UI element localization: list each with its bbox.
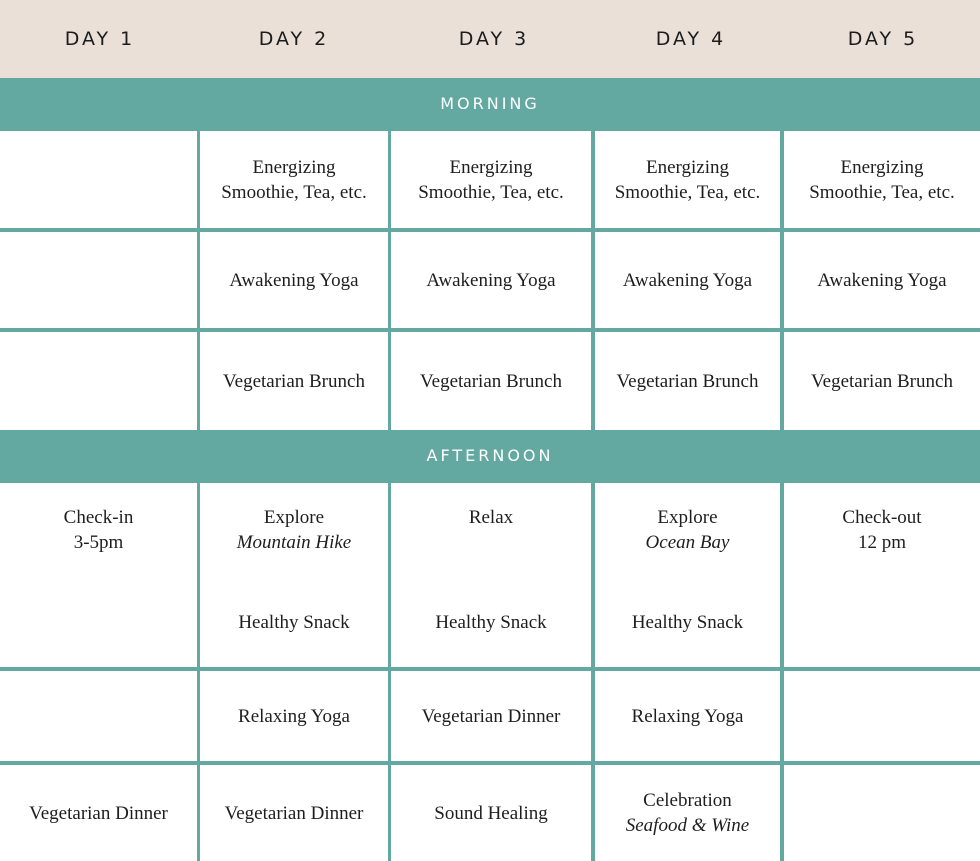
activity-detail: 12 pm [857, 532, 907, 553]
activity-text: Vegetarian Brunch [616, 370, 759, 392]
afternoon-cell-r2-c2 [200, 577, 388, 667]
morning-cell-r3-c4 [595, 332, 780, 430]
activity-text: Energizing Smoothie, Tea, etc. [614, 156, 761, 203]
activity-text: Energizing Smoothie, Tea, etc. [809, 156, 955, 203]
day-2-label: DAY 2 [258, 28, 330, 50]
afternoon-cell-r4-c2 [200, 765, 388, 861]
morning-cell-r2-c4 [595, 232, 780, 328]
day-5-label: DAY 5 [847, 28, 919, 50]
activity-text: Vegetarian Dinner [224, 802, 364, 824]
day-header-bar [0, 0, 980, 78]
day-1-label: DAY 1 [64, 28, 136, 50]
afternoon-cell-r4-c3 [391, 765, 591, 861]
morning-cell-r1-c5 [784, 131, 980, 228]
activity-text: Relaxing Yoga [238, 705, 350, 727]
activity-text: Vegetarian Brunch [223, 370, 365, 392]
morning-cell-r1-c1 [0, 131, 197, 228]
morning-grid [0, 128, 980, 430]
afternoon-cell-r3-c4 [595, 671, 780, 761]
activity-text: Healthy Snack [631, 611, 744, 633]
day-4-label: DAY 4 [655, 28, 727, 50]
morning-cell-r1-c2 [200, 131, 388, 228]
afternoon-grid [0, 480, 980, 861]
activity-detail: 3-5pm [73, 532, 124, 553]
morning-cell-r3-c1 [0, 332, 197, 430]
activity-text: Explore [657, 507, 718, 528]
morning-cell-r2-c2 [200, 232, 388, 328]
afternoon-cell-r2-c1 [0, 577, 197, 667]
activity-text: Vegetarian Brunch [811, 370, 953, 392]
activity-text: Awakening Yoga [817, 269, 947, 291]
activity-text: Vegetarian Dinner [421, 705, 561, 727]
activity-text: Explore [263, 507, 325, 528]
activity-detail: Ocean Bay [645, 532, 730, 553]
activity-text: Relaxing Yoga [631, 705, 744, 727]
morning-cell-r1-c3 [391, 131, 591, 228]
activity-text: Vegetarian Brunch [420, 370, 562, 392]
activity-text: Healthy Snack [435, 611, 547, 633]
afternoon-cell-r3-c5 [784, 671, 980, 761]
activity-text: Healthy Snack [238, 611, 350, 633]
activity-text: Check-in [63, 507, 134, 528]
activity-text: Energizing Smoothie, Tea, etc. [418, 156, 564, 203]
activity-detail: Mountain Hike [236, 532, 352, 553]
afternoon-cell-r2-c5 [784, 577, 980, 667]
day-3-label: DAY 3 [458, 28, 530, 50]
activity-text: Sound Healing [434, 802, 548, 824]
afternoon-cell-r4-c4 [595, 765, 780, 861]
afternoon-cell-r3-c1 [0, 671, 197, 761]
afternoon-cell-r3-c2 [200, 671, 388, 761]
activity-text: Awakening Yoga [426, 269, 556, 291]
activity-detail: Seafood & Wine [625, 815, 750, 836]
morning-cell-r3-c2 [200, 332, 388, 430]
activity-text: Vegetarian Dinner [29, 802, 168, 824]
activity-text: Relax [468, 507, 514, 528]
afternoon-cell-r2-c4 [595, 577, 780, 667]
activity-text: Awakening Yoga [622, 269, 753, 291]
afternoon-cell-r4-c5 [784, 765, 980, 861]
morning-section-header: MORNING [0, 78, 980, 128]
activity-text: Awakening Yoga [229, 269, 359, 291]
morning-cell-r2-c3 [391, 232, 591, 328]
activity-text: Celebration [643, 790, 732, 811]
morning-cell-r3-c3 [391, 332, 591, 430]
activity-text: Energizing Smoothie, Tea, etc. [221, 156, 367, 203]
afternoon-section-header: AFTERNOON [0, 430, 980, 480]
morning-cell-r1-c4 [595, 131, 780, 228]
morning-cell-r3-c5 [784, 332, 980, 430]
afternoon-cell-r3-c3 [391, 671, 591, 761]
morning-cell-r2-c5 [784, 232, 980, 328]
afternoon-cell-r4-c1 [0, 765, 197, 861]
morning-cell-r2-c1 [0, 232, 197, 328]
afternoon-cell-r2-c3 [391, 577, 591, 667]
activity-text: Check-out [842, 507, 922, 528]
